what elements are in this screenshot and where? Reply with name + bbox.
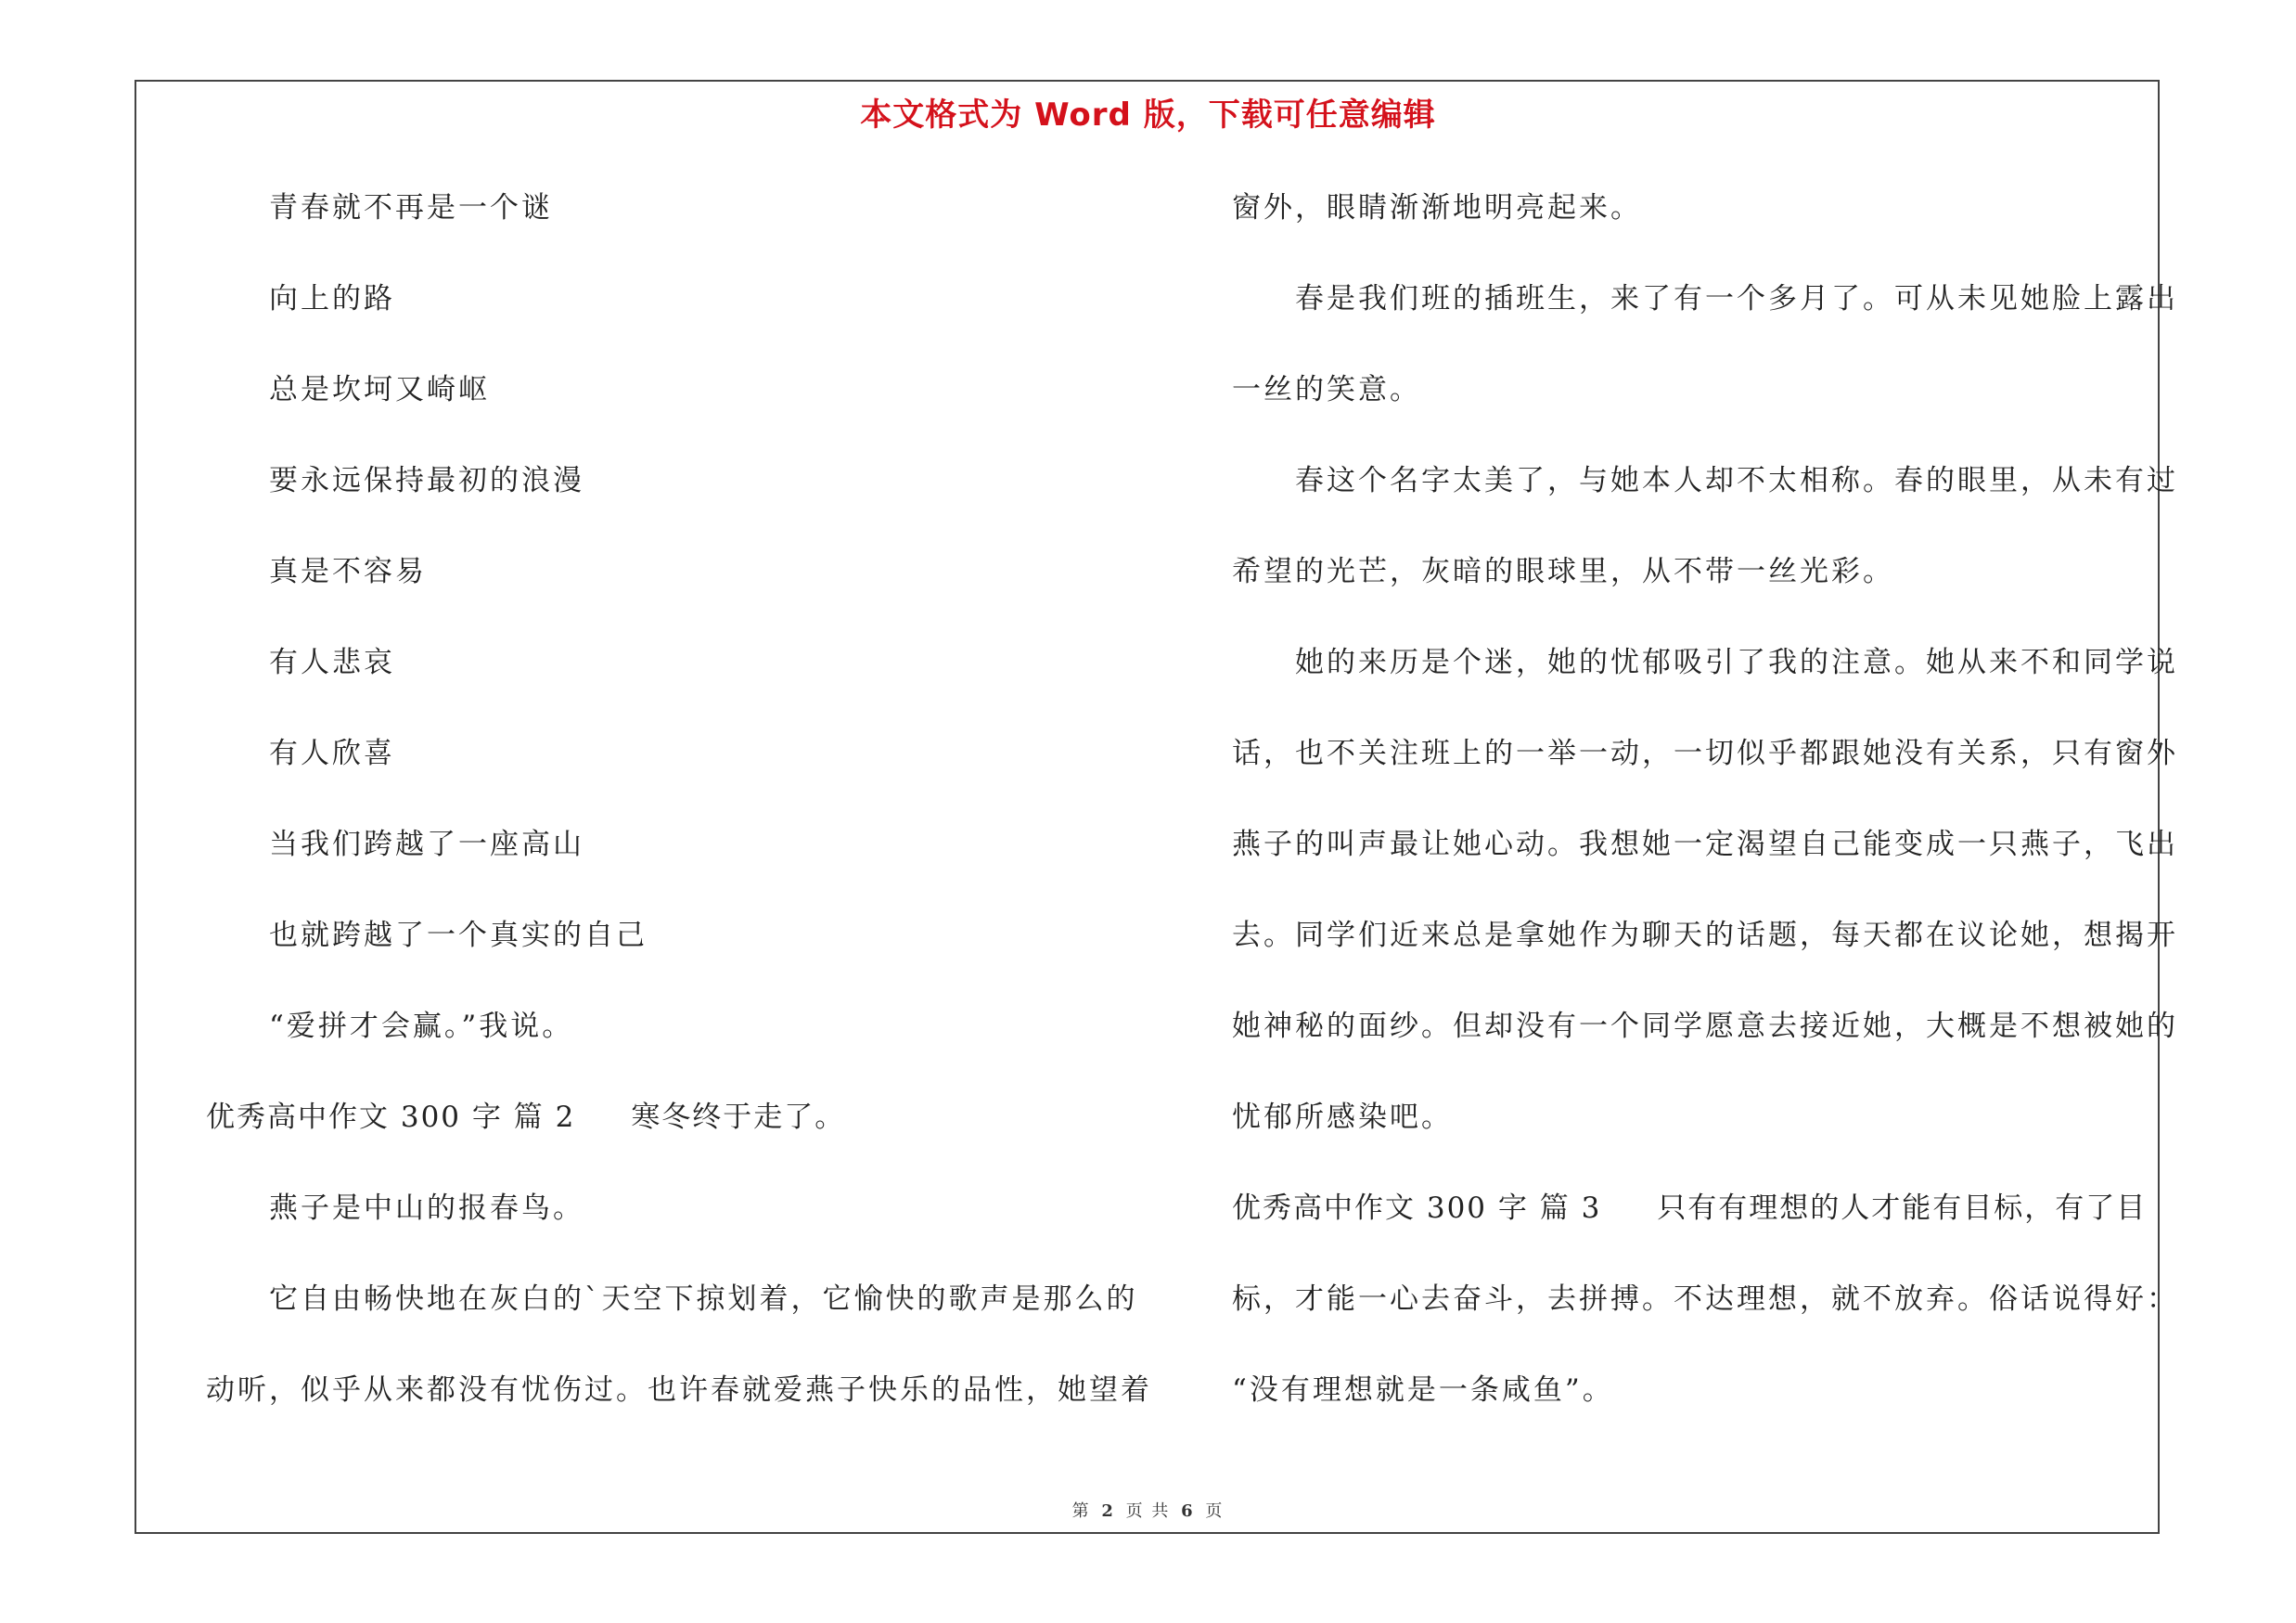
text-line: 有人悲哀 [269, 646, 395, 679]
text-line: 她神秘的面纱。但却没有一个同学愿意去接近她，大概是不想被她的 [1232, 1010, 2178, 1043]
text-line: 当我们跨越了一座高山 [269, 828, 584, 861]
essay-heading-line [206, 1099, 845, 1136]
text-line: 有人欣喜 [269, 737, 395, 770]
text-line: “爱拼才会赢。”我说。 [269, 1010, 574, 1043]
footer-prefix: 第 [1071, 1501, 1091, 1521]
essay-heading: 优秀高中作文 300 字 篇 3 [1232, 1191, 1602, 1225]
text-line: 一丝的笑意。 [1232, 373, 1421, 406]
text-line: 春这个名字太美了，与她本人却不太相称。春的眼里，从未有过 [1295, 464, 2178, 497]
text-line: 她的来历是个迷，她的忧郁吸引了我的注意。她从来不和同学说 [1295, 646, 2178, 679]
current-page-number: 2 [1101, 1501, 1115, 1521]
text-line: 去。同学们近来总是拿她作为聊天的话题，每天都在议论她，想揭开 [1232, 919, 2178, 952]
essay-heading-line [1232, 1190, 2147, 1227]
text-line: 忧郁所感染吧。 [1232, 1101, 1453, 1134]
page-number-footer [0, 1498, 2296, 1522]
text-line: 标，才能一心去奋斗，去拼搏。不达理想，就不放弃。俗话说得好： [1232, 1282, 2178, 1316]
text-line: 它自由畅快地在灰白的`天空下掠划着，它愉快的歌声是那么的 [269, 1282, 1138, 1316]
text-line: 要永远保持最初的浪漫 [269, 464, 584, 497]
text-line: 只有有理想的人才能有目标，有了目 [1657, 1191, 2148, 1225]
text-line: “没有理想就是一条咸鱼”。 [1232, 1373, 1614, 1407]
text-line: 向上的路 [269, 282, 395, 316]
footer-middle: 页 共 [1125, 1501, 1171, 1521]
text-line: 话，也不关注班上的一举一动，一切似乎都跟她没有关系，只有窗外 [1232, 737, 2178, 770]
text-line: 希望的光芒，灰暗的眼球里，从不带一丝光彩。 [1232, 555, 1894, 588]
text-line: 寒冬终于走了。 [631, 1101, 846, 1134]
text-line: 真是不容易 [269, 555, 427, 588]
text-line: 燕子的叫声最让她心动。我想她一定渴望自己能变成一只燕子，飞出 [1232, 828, 2178, 861]
total-page-count: 6 [1181, 1501, 1195, 1521]
footer-suffix: 页 [1205, 1501, 1225, 1521]
text-line: 窗外，眼睛渐渐地明亮起来。 [1232, 191, 1642, 225]
essay-heading: 优秀高中作文 300 字 篇 2 [206, 1101, 576, 1134]
text-line: 动听，似乎从来都没有忧伤过。也许春就爱燕子快乐的品性，她望着 [206, 1373, 1152, 1407]
format-notice-banner: 本文格式为 Word 版，下载可任意编辑 [860, 97, 1436, 134]
text-line: 青春就不再是一个谜 [269, 191, 553, 225]
text-line: 燕子是中山的报春鸟。 [269, 1191, 584, 1225]
text-line: 春是我们班的插班生，来了有一个多月了。可从未见她脸上露出 [1295, 282, 2178, 316]
text-line: 总是坎坷又崎岖 [269, 373, 490, 406]
text-line: 也就跨越了一个真实的自己 [269, 919, 648, 952]
